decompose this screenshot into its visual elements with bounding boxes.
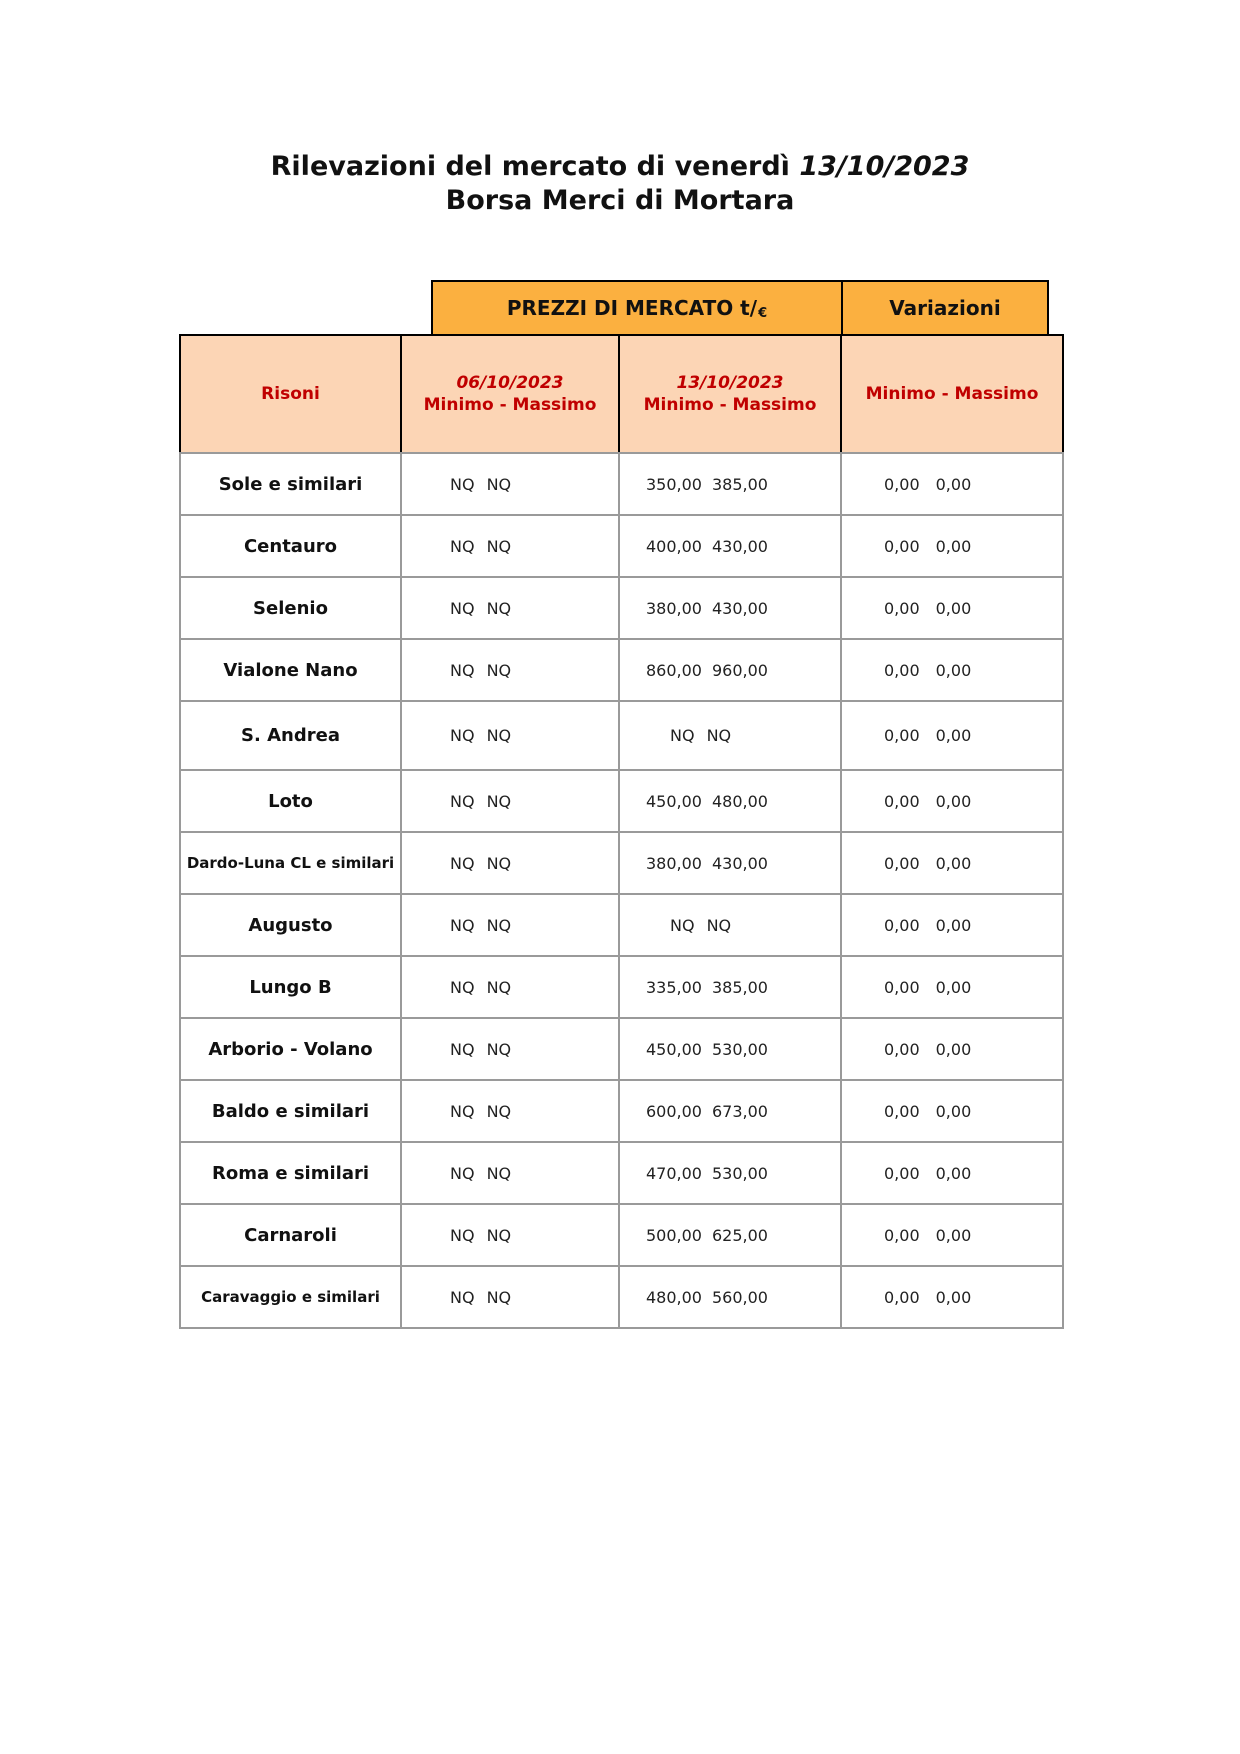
prev-min-value: NQ — [450, 1039, 475, 1059]
curr-price-cell — [618, 1141, 842, 1205]
variation-cell — [840, 769, 1064, 833]
var-min-value: 0,00 — [884, 536, 920, 556]
curr-price-cell — [618, 955, 842, 1019]
prev-price-cell — [400, 638, 620, 702]
rice-variety-label: Loto — [268, 790, 313, 812]
var-max-value: 0,00 — [935, 598, 972, 618]
rice-variety-name — [179, 1017, 402, 1081]
curr-max-value: 560,00 — [711, 1287, 768, 1307]
rice-variety-label: Sole e similari — [218, 473, 363, 495]
table-row — [181, 1205, 1064, 1267]
variation-cell — [840, 576, 1064, 640]
column-header-name — [179, 334, 402, 454]
prev-min-value: NQ — [450, 853, 475, 873]
var-max-value: 0,00 — [935, 915, 972, 935]
table-header-row — [181, 336, 1064, 454]
table-row — [181, 516, 1064, 578]
column-header-var — [840, 334, 1064, 454]
curr-max-value: 430,00 — [711, 598, 768, 618]
prices-table — [181, 336, 1064, 1329]
rice-variety-label: Centauro — [243, 535, 338, 557]
column-header-curr — [618, 334, 842, 454]
var-min-value: 0,00 — [884, 660, 920, 680]
prev-price-cell — [400, 514, 620, 578]
rice-variety-name — [179, 1203, 402, 1267]
prev-min-value: NQ — [450, 1225, 475, 1245]
var-min-value: 0,00 — [884, 1225, 920, 1245]
table-row — [181, 640, 1064, 702]
title-date: 13/10/2023 — [799, 151, 970, 182]
prev-max-value: NQ — [486, 977, 512, 997]
var-max-value: 0,00 — [935, 853, 972, 873]
prev-max-value: NQ — [486, 853, 512, 873]
curr-max-value: 430,00 — [711, 536, 768, 556]
table-row — [181, 702, 1064, 771]
variation-cell — [840, 1265, 1064, 1329]
rice-variety-label: Carnaroli — [244, 1224, 337, 1246]
rice-variety-label: Roma e similari — [211, 1162, 370, 1184]
rice-variety-label: Vialone Nano — [223, 659, 358, 681]
var-min-value: 0,00 — [884, 1287, 920, 1307]
prev-max-value: NQ — [486, 598, 512, 618]
curr-min-value: NQ — [670, 726, 695, 745]
curr-min-value: 350,00 — [646, 474, 702, 494]
table-row — [181, 454, 1064, 516]
title-prefix: Rilevazioni del mercato di venerdì — [270, 151, 790, 182]
prev-price-cell — [400, 452, 620, 516]
var-min-value: 0,00 — [884, 1039, 920, 1059]
prev-price-cell — [400, 955, 620, 1019]
curr-min-value: 480,00 — [646, 1287, 702, 1307]
prev-min-value: NQ — [450, 791, 475, 811]
prev-max-value: NQ — [486, 1101, 512, 1121]
var-min-value: 0,00 — [884, 598, 920, 618]
curr-price-cell — [618, 700, 842, 771]
variation-cell — [840, 955, 1064, 1019]
rice-variety-name — [179, 1265, 402, 1329]
column-header-prev-range: Minimo - Massimo — [423, 395, 597, 415]
curr-min-value: 500,00 — [646, 1225, 702, 1245]
rice-variety-name — [179, 1079, 402, 1143]
rice-variety-label: Caravaggio e similari — [201, 1287, 380, 1306]
rice-variety-label: Selenio — [253, 597, 328, 619]
prev-min-value: NQ — [450, 726, 475, 745]
curr-min-value: 450,00 — [646, 1039, 702, 1059]
rice-variety-label: Baldo e similari — [211, 1100, 370, 1122]
curr-price-cell — [618, 514, 842, 578]
rice-variety-name — [179, 452, 402, 516]
curr-max-value: 673,00 — [711, 1101, 768, 1121]
prev-price-cell — [400, 700, 620, 771]
var-max-value: 0,00 — [935, 977, 972, 997]
curr-max-value: 625,00 — [711, 1225, 768, 1245]
variation-cell — [840, 1017, 1064, 1081]
curr-max-value: 385,00 — [711, 474, 768, 494]
prev-min-value: NQ — [450, 1101, 475, 1121]
table-row — [181, 957, 1064, 1019]
var-max-value: 0,00 — [935, 474, 972, 494]
prev-max-value: NQ — [486, 536, 512, 556]
prev-max-value: NQ — [486, 915, 512, 935]
prev-price-cell — [400, 1017, 620, 1081]
curr-max-value: 960,00 — [711, 660, 768, 680]
prev-min-value: NQ — [450, 598, 475, 618]
variation-cell — [840, 700, 1064, 771]
table-row — [181, 578, 1064, 640]
variation-cell — [840, 1079, 1064, 1143]
column-header-name-label: Risoni — [261, 384, 320, 404]
table-row — [181, 771, 1064, 833]
table-row — [181, 833, 1064, 895]
column-header-curr-date: 13/10/2023 — [676, 373, 784, 393]
prev-min-value: NQ — [450, 474, 475, 494]
var-min-value: 0,00 — [884, 915, 920, 935]
curr-min-value: 380,00 — [646, 598, 702, 618]
table-body — [181, 454, 1064, 1329]
rice-variety-label: Arborio - Volano — [208, 1038, 373, 1060]
prev-max-value: NQ — [486, 660, 512, 680]
var-min-value: 0,00 — [884, 1101, 920, 1121]
prev-max-value: NQ — [486, 1225, 512, 1245]
curr-price-cell — [618, 831, 842, 895]
prev-min-value: NQ — [450, 915, 475, 935]
curr-max-value: 530,00 — [711, 1163, 768, 1183]
rice-variety-name — [179, 831, 402, 895]
variation-cell — [840, 1141, 1064, 1205]
curr-min-value: 400,00 — [646, 536, 702, 556]
column-header-prev — [400, 334, 620, 454]
prev-price-cell — [400, 831, 620, 895]
curr-price-cell — [618, 769, 842, 833]
curr-max-value: 430,00 — [711, 853, 768, 873]
var-max-value: 0,00 — [935, 1101, 972, 1121]
variations-header — [841, 280, 1049, 334]
table-row — [181, 1143, 1064, 1205]
title-line-1 — [0, 150, 1240, 184]
curr-price-cell — [618, 452, 842, 516]
table-row — [181, 895, 1064, 957]
prev-price-cell — [400, 769, 620, 833]
var-min-value: 0,00 — [884, 791, 920, 811]
var-max-value: 0,00 — [935, 1039, 972, 1059]
var-min-value: 0,00 — [884, 474, 920, 494]
prices-header-label: PREZZI DI MERCATO t/ — [506, 296, 758, 320]
column-header-prev-date: 06/10/2023 — [456, 373, 564, 393]
var-max-value: 0,00 — [935, 660, 972, 680]
title-line-2: Borsa Merci di Mortara — [445, 185, 795, 216]
var-max-value: 0,00 — [935, 1225, 972, 1245]
prev-max-value: NQ — [486, 726, 512, 745]
prev-max-value: NQ — [486, 1039, 512, 1059]
var-max-value: 0,00 — [935, 791, 972, 811]
prev-price-cell — [400, 1265, 620, 1329]
curr-min-value: 860,00 — [646, 660, 702, 680]
curr-min-value: 335,00 — [646, 977, 702, 997]
curr-max-value: NQ — [706, 726, 732, 745]
var-max-value: 0,00 — [935, 1287, 972, 1307]
var-min-value: 0,00 — [884, 726, 920, 745]
prev-price-cell — [400, 1141, 620, 1205]
prev-max-value: NQ — [486, 474, 512, 494]
var-min-value: 0,00 — [884, 1163, 920, 1183]
curr-min-value: 470,00 — [646, 1163, 702, 1183]
curr-price-cell — [618, 1203, 842, 1267]
var-max-value: 0,00 — [935, 726, 972, 745]
variation-cell — [840, 893, 1064, 957]
curr-price-cell — [618, 576, 842, 640]
prices-header — [431, 280, 843, 334]
rice-variety-name — [179, 893, 402, 957]
column-header-curr-range: Minimo - Massimo — [643, 395, 817, 415]
rice-variety-name — [179, 1141, 402, 1205]
variation-cell — [840, 1203, 1064, 1267]
curr-price-cell — [618, 893, 842, 957]
curr-price-cell — [618, 638, 842, 702]
rice-variety-label: Dardo-Luna CL e similari — [186, 853, 395, 872]
rice-variety-name — [179, 638, 402, 702]
curr-min-value: NQ — [670, 915, 695, 935]
prev-price-cell — [400, 893, 620, 957]
table-row — [181, 1081, 1064, 1143]
prev-max-value: NQ — [486, 1287, 512, 1307]
var-max-value: 0,00 — [935, 1163, 972, 1183]
prev-max-value: NQ — [486, 1163, 512, 1183]
rice-variety-label: Augusto — [248, 914, 333, 936]
table-row — [181, 1267, 1064, 1329]
var-max-value: 0,00 — [935, 536, 972, 556]
rice-variety-name — [179, 514, 402, 578]
prev-min-value: NQ — [450, 1163, 475, 1183]
prev-price-cell — [400, 1203, 620, 1267]
prev-min-value: NQ — [450, 660, 475, 680]
var-min-value: 0,00 — [884, 977, 920, 997]
curr-price-cell — [618, 1079, 842, 1143]
prev-price-cell — [400, 1079, 620, 1143]
prices-header-unit: € — [758, 305, 768, 321]
variation-cell — [840, 831, 1064, 895]
curr-min-value: 380,00 — [646, 853, 702, 873]
table-row — [181, 1019, 1064, 1081]
rice-variety-label: S. Andrea — [241, 725, 340, 746]
variation-cell — [840, 638, 1064, 702]
variation-cell — [840, 452, 1064, 516]
rice-variety-name — [179, 955, 402, 1019]
curr-max-value: 480,00 — [711, 791, 768, 811]
prev-min-value: NQ — [450, 1287, 475, 1307]
page-title — [0, 150, 1240, 218]
variations-header-label: Variazioni — [889, 296, 1001, 320]
column-header-var-range: Minimo - Massimo — [865, 384, 1039, 404]
curr-max-value: 530,00 — [711, 1039, 768, 1059]
rice-variety-name — [179, 700, 402, 771]
curr-price-cell — [618, 1017, 842, 1081]
curr-min-value: 450,00 — [646, 791, 702, 811]
prev-price-cell — [400, 576, 620, 640]
var-min-value: 0,00 — [884, 853, 920, 873]
prev-min-value: NQ — [450, 977, 475, 997]
rice-variety-name — [179, 576, 402, 640]
rice-variety-label: Lungo B — [249, 976, 332, 998]
variation-cell — [840, 514, 1064, 578]
rice-variety-name — [179, 769, 402, 833]
curr-price-cell — [618, 1265, 842, 1329]
curr-min-value: 600,00 — [646, 1101, 702, 1121]
curr-max-value: 385,00 — [711, 977, 768, 997]
curr-max-value: NQ — [706, 915, 732, 935]
prev-min-value: NQ — [450, 536, 475, 556]
prev-max-value: NQ — [486, 791, 512, 811]
